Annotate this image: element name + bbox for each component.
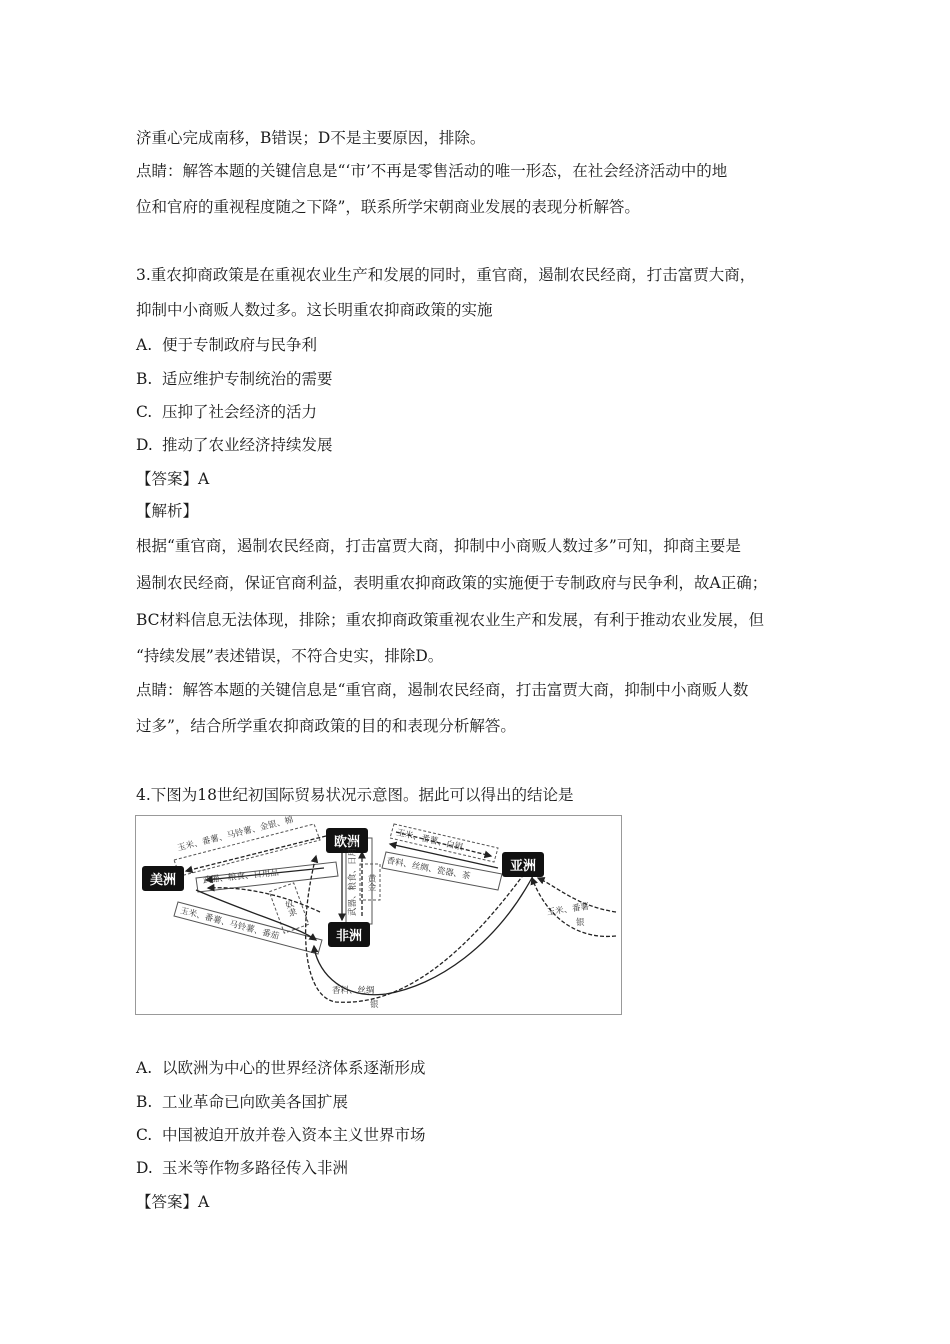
label-east-silver: 银 xyxy=(576,918,585,928)
label-slave: 奴隶 xyxy=(282,898,298,919)
trade-diagram xyxy=(135,815,622,1015)
analysis-line: 遏制农民经商，保证官商利益，表明重农抑商政策的实施便于专制政府与民争利，故A正确； xyxy=(136,574,768,592)
option-b: B. 适应维护专制统治的需要 xyxy=(136,370,333,388)
answer-label: 【答案】A xyxy=(136,1193,210,1211)
label-asia-europe: 香料、丝绸、瓷器、茶 xyxy=(385,855,472,883)
label-silver: 银 xyxy=(370,1000,379,1010)
label-europe-america: 武器、粮食、日用品 xyxy=(202,867,280,886)
label-europe-asia: 玉米、番薯、白银 xyxy=(395,827,464,853)
text-line: 济重心完成南移，B错误；D不是主要原因，排除。 xyxy=(136,129,486,147)
option-d: D. 推动了农业经济持续发展 xyxy=(136,436,333,454)
label-america-europe: 玉米、番薯、马铃薯、金银、棉 xyxy=(176,815,295,854)
node-europe: 欧洲 xyxy=(326,828,368,853)
label-europe-africa: 武器、粮食、日用品 xyxy=(348,839,358,916)
analysis-title: 【解析】 xyxy=(136,502,199,520)
label-east-crops: 玉米、番薯 xyxy=(546,902,590,918)
analysis-line: “持续发展”表述错误，不符合史实，排除D。 xyxy=(136,647,444,665)
option-c: C. 中国被迫开放并卷入资本主义世界市场 xyxy=(136,1126,426,1144)
node-africa: 非洲 xyxy=(328,922,370,947)
analysis-line: 点睛：解答本题的关键信息是“重官商，遏制农民经商，打击富贾大商，抑制中小商贩人数 xyxy=(136,681,749,699)
label-africa-america: 玉米、番薯、马铃薯、番茄 xyxy=(178,905,281,942)
question-stem: 3.重农抑商政策是在重视农业生产和发展的同时，重官商，遏制农民经商，打击富贾大商， xyxy=(136,266,756,284)
option-d: D. 玉米等作物多路径传入非洲 xyxy=(136,1159,349,1177)
analysis-line: 过多”，结合所学重农抑商政策的目的和表现分析解答。 xyxy=(136,717,516,735)
text-line: 点睛：解答本题的关键信息是“‘市’不再是零售活动的唯一形态，在社会经济活动中的地 xyxy=(136,162,728,180)
label-gold: 黄金 xyxy=(366,874,376,891)
label-asia-america: 香料、丝绸 xyxy=(332,986,375,996)
question-stem: 抑制中小商贩人数过多。这长明重农抑商政策的实施 xyxy=(136,301,493,319)
analysis-line: BC材料信息无法体现，排除；重农抑商政策重视农业生产和发展，有利于推动农业发展，但 xyxy=(136,611,765,629)
analysis-line: 根据“重官商，遏制农民经商，打击富贾大商，抑制中小商贩人数过多”可知，抑商主要是 xyxy=(136,537,741,555)
node-america: 美洲 xyxy=(142,866,184,891)
answer-label: 【答案】A xyxy=(136,470,210,488)
option-b: B. 工业革命已向欧美各国扩展 xyxy=(136,1093,349,1111)
text-line: 位和官府的重视程度随之下降”，联系所学宋朝商业发展的表现分析解答。 xyxy=(136,198,640,216)
option-a: A. 以欧洲为中心的世界经济体系逐渐形成 xyxy=(136,1059,426,1077)
option-c: C. 压抑了社会经济的活力 xyxy=(136,403,318,421)
question-stem: 4.下图为18世纪初国际贸易状况示意图。据此可以得出的结论是 xyxy=(136,786,574,804)
option-a: A. 便于专制政府与民争利 xyxy=(136,336,318,354)
node-asia: 亚洲 xyxy=(502,852,544,877)
